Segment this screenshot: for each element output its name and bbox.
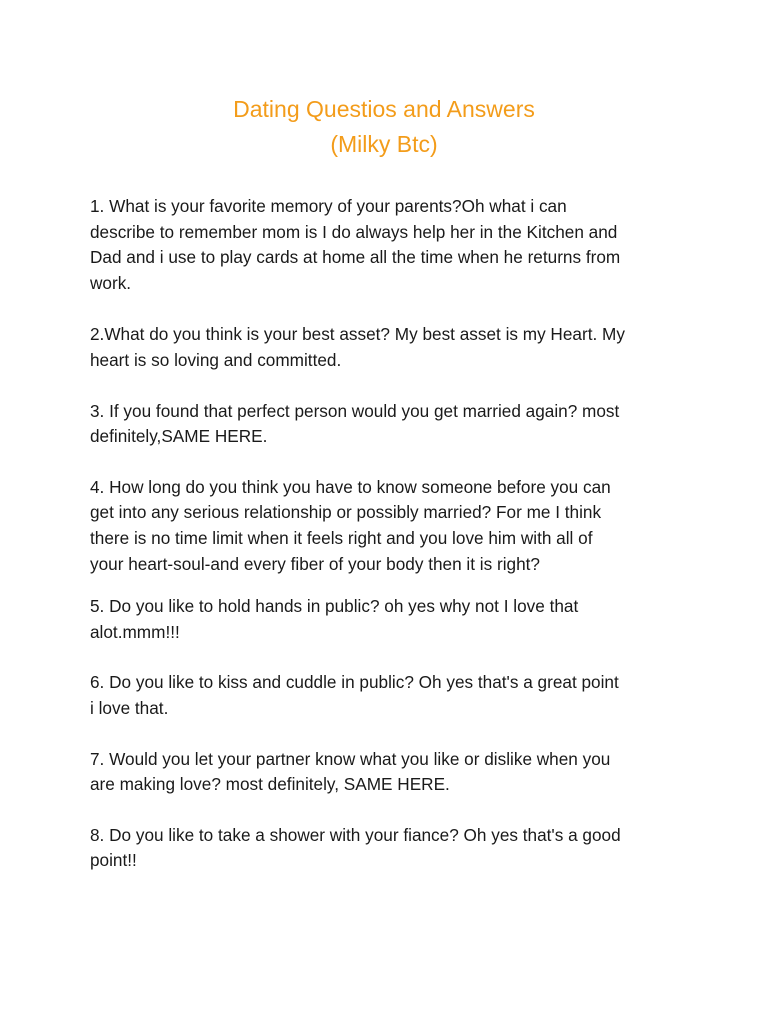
title-line-1: Dating Questios and Answers — [233, 96, 535, 122]
title-line-2: (Milky Btc) — [330, 131, 438, 157]
paragraph-question-7 — [90, 747, 690, 798]
paragraph-question-3 — [90, 399, 690, 450]
text-line: alot.mmm!!! — [90, 621, 180, 642]
paragraph-question-6 — [90, 670, 690, 721]
text-line: are making love? most definitely, SAME HERE. — [90, 774, 450, 795]
text-line: Dad and i use to play cards at home all the time when he returns from — [90, 247, 621, 268]
paragraph-question-5 — [90, 594, 690, 645]
paragraph-question-8 — [90, 823, 690, 874]
text-line: 4. How long do you think you have to know someone before you can — [90, 476, 611, 497]
text-line: there is no time limit when it feels right and you love him with all of — [90, 527, 593, 548]
document-body — [90, 194, 690, 874]
text-line: definitely,SAME HERE. — [90, 426, 268, 447]
document-title — [0, 92, 768, 162]
paragraph-question-2 — [90, 322, 690, 373]
paragraph-question-1 — [90, 194, 690, 296]
text-line: 1. What is your favorite memory of your parents?Oh what i can — [90, 196, 567, 216]
text-line: your heart-soul-and every fiber of your body then it is right? — [90, 553, 540, 574]
text-line: work. — [90, 272, 132, 293]
text-line: 3. If you found that perfect person would you get married again? most — [90, 400, 620, 421]
text-line: 7. Would you let your partner know what you like or dislike when you — [90, 748, 611, 769]
text-line: get into any serious relationship or possibly married? For me I think — [90, 502, 602, 523]
paragraph-question-4 — [90, 475, 690, 577]
text-line: 5. Do you like to hold hands in public? oh yes why not I love that — [90, 596, 579, 617]
text-line: 8. Do you like to take a shower with your fiance? Oh yes that's a good — [90, 824, 621, 845]
text-line: i love that. — [90, 697, 169, 718]
text-line: heart is so loving and committed. — [90, 349, 342, 370]
text-line: 2.What do you think is your best asset? My best asset is my Heart. My — [90, 324, 625, 345]
text-line: point!! — [90, 850, 137, 871]
text-line: 6. Do you like to kiss and cuddle in public? Oh yes that's a great point — [90, 672, 619, 693]
text-line: describe to remember mom is I do always help her in the Kitchen and — [90, 221, 618, 242]
